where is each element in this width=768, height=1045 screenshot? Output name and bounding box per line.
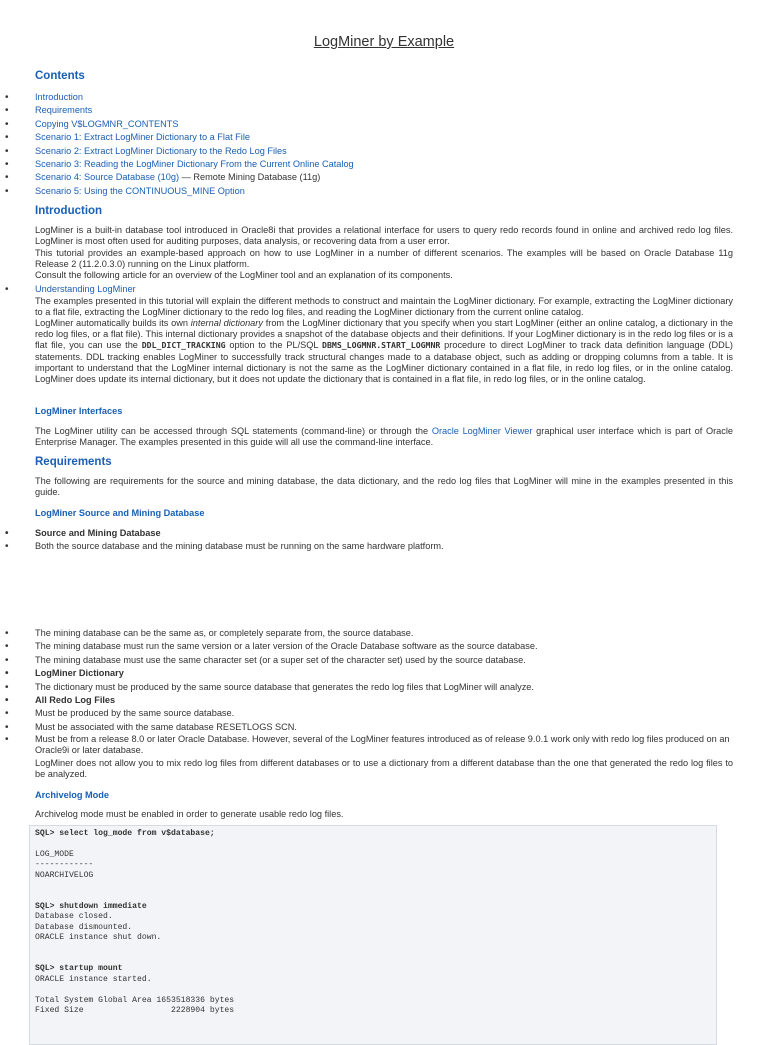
understanding-logminer-link[interactable]: • Understanding LogMiner	[35, 283, 733, 296]
requirements-list-3	[35, 734, 733, 756]
sql-output-line	[35, 943, 711, 953]
sql-output-line	[35, 954, 711, 964]
requirements-heading: Requirements	[35, 456, 112, 468]
sql-output-line: Database dismounted.	[35, 922, 133, 932]
sql-command-line: SQL> shutdown immediate	[35, 901, 147, 911]
sql-output-line	[35, 985, 711, 995]
sql-output-line: ORACLE instance started.	[35, 974, 152, 984]
page-title: LogMiner by Example	[313, 34, 455, 50]
sql-output-line: ------------	[35, 860, 94, 870]
contents-list	[35, 91, 733, 198]
toc-item-scenario-4-note: — Remote Mining Database (11g)	[179, 172, 321, 183]
toc-link-copying[interactable]: • Copying V$LOGMNR_CONTENTS	[35, 118, 733, 131]
toc-link-introduction[interactable]: • Introduction	[35, 91, 733, 104]
contents-heading: Contents	[35, 70, 85, 82]
sql-output-line	[35, 881, 711, 891]
intro-paragraph-1: LogMiner is a built-in database tool introduced in Oracle8i that provides a relational interface for users to query redo records found in online and archived redo log files. LogMiner is most often used for auditing purposes, data analysis, or recovering data from a user error.	[35, 225, 733, 247]
toc-link-scenario-4[interactable]: Scenario 4: Source Database (10g)	[35, 172, 180, 183]
archivelog-paragraph: Archivelog mode must be enabled in order to generate usable redo log files.	[35, 809, 344, 819]
list-item: • All Redo Log Files	[35, 694, 733, 707]
list-item: • The mining database must run the same version or a later version of the Oracle Database software as the source database.	[35, 640, 733, 653]
interfaces-paragraph: The LogMiner utility can be accessed through SQL statements (command-line) or through the Oracle LogMiner Viewer graphical user interface which is part of Oracle Enterprise Manager. The examples presented in this guide will all use the command-line interface.	[35, 426, 734, 448]
list-item: • Both the source database and the mining database must be running on the same hardware platform.	[35, 540, 733, 553]
list-item: • LogMiner Dictionary	[35, 667, 733, 680]
toc-link-scenario-2[interactable]: • Scenario 2: Extract LogMiner Dictionary to the Redo Log Files	[35, 145, 733, 158]
sql-command-line: SQL> select log_mode from v$database;	[35, 829, 215, 838]
intro-link-list	[35, 283, 733, 296]
toc-link-scenario-5[interactable]: • Scenario 5: Using the CONTINUOUS_MINE Option	[35, 185, 733, 198]
toc-link-requirements[interactable]: • Requirements	[35, 104, 733, 117]
list-item: • The dictionary must be produced by the same source database that generates the redo log files that LogMiner will analyze.	[35, 681, 733, 694]
sql-output-line: LOG_MODE	[35, 849, 74, 859]
introduction-heading: Introduction	[35, 205, 103, 217]
toc-link-scenario-1[interactable]: • Scenario 1: Extract LogMiner Dictionary to a Flat File	[35, 131, 733, 144]
list-item: • Must be from a release 8.0 or later Oracle Database. However, several of the LogMiner features introduced as of release 9.0.1 work only with redo log files produced on an Oracle9i or later database.	[35, 734, 733, 756]
intro-paragraph-3: Consult the following article for an overview of the LogMiner tool and an explanation of its components.	[35, 270, 453, 280]
list-item: • The mining database can be the same as, or completely separate from, the source database.	[35, 627, 733, 640]
toc-item-scenario-4	[35, 171, 733, 184]
code-dbms-logmnr: DBMS_LOGMNR.START_LOGMNR	[322, 340, 441, 351]
list-item: • The mining database must use the same character set (or a super set of the character set) used by the source database.	[35, 654, 733, 667]
requirements-list-1	[35, 527, 733, 554]
list-item: • Must be produced by the same source database.	[35, 707, 733, 720]
sql-output-line: Database closed.	[35, 912, 113, 922]
code-ddl-dict-tracking: DDL_DICT_TRACKING	[141, 340, 226, 351]
sql-code-block	[29, 825, 717, 1045]
logminer-interfaces-heading: LogMiner Interfaces	[35, 406, 123, 416]
sql-output-line: Fixed Size 2228904 bytes	[35, 1005, 235, 1015]
list-item: • Source and Mining Database	[35, 527, 733, 540]
requirements-list-2	[35, 627, 733, 734]
intro-paragraph-5: LogMiner automatically builds its own internal dictionary from the LogMiner dictionary that you specify when you start LogMiner (either an online catalog, a dictionary in the redo log files, or a flat file). This internal dictionary provides a snapshot of the database objects and their definitions. If your LogMiner dictionary is in the redo log files or is a flat file, you can use the DDL_DICT_TRACKING option to the PL/SQL DBMS_LOGMNR.START_LOGMNR procedure to direct LogMiner to track data definition language (DDL) statements. DDL tracking enables LogMiner to successfully track structural changes made to a database object, such as adding or dropping columns from a table. It is important to understand that the LogMiner internal dictionary is not the same as the LogMiner dictionary contained in a flat file, in redo log files, or in the online catalog. LogMiner does update its internal dictionary, but it does not update the dictionary that is contained in a flat file, in redo log files, or in the online catalog.	[35, 318, 734, 385]
source-mining-heading: LogMiner Source and Mining Database	[35, 508, 205, 518]
sql-output-line: Total System Global Area 1653518336 bytes	[35, 995, 235, 1005]
intro-paragraph-2: This tutorial provides an example-based approach on how to use LogMiner in a number of different scenarios. The examples will be based on Oracle Database 11g Release 2 (11.2.0.3.0) running on the Linux platform.	[35, 248, 733, 270]
list-item: • Must be associated with the same database RESETLOGS SCN.	[35, 721, 733, 734]
sql-output-line	[35, 891, 711, 901]
sql-output-line: ORACLE instance shut down.	[35, 933, 162, 943]
requirements-note: LogMiner does not allow you to mix redo log files from different databases or to use a dictionary from a different database than the one that generated the redo log files to be analyzed.	[35, 758, 733, 780]
requirements-paragraph: The following are requirements for the source and mining database, the data dictionary, and the redo log files that LogMiner will mine in the examples presented in this guide.	[35, 476, 733, 498]
sql-output-line: NOARCHIVELOG	[35, 870, 94, 880]
intro-paragraph-4: The examples presented in this tutorial will explain the different methods to construct and maintain the LogMiner dictionary. For example, extracting the LogMiner dictionary to a flat file, extracting the LogMiner dictionary to the redo log files, and reading the LogMiner dictionary from the current online catalog.	[35, 296, 733, 318]
logminer-viewer-link[interactable]: Oracle LogMiner Viewer	[431, 426, 533, 436]
toc-link-scenario-3[interactable]: • Scenario 3: Reading the LogMiner Dictionary From the Current Online Catalog	[35, 158, 733, 171]
archivelog-heading: Archivelog Mode	[35, 790, 110, 800]
sql-output-line	[35, 839, 711, 849]
sql-command-line: SQL> startup mount	[35, 964, 123, 974]
